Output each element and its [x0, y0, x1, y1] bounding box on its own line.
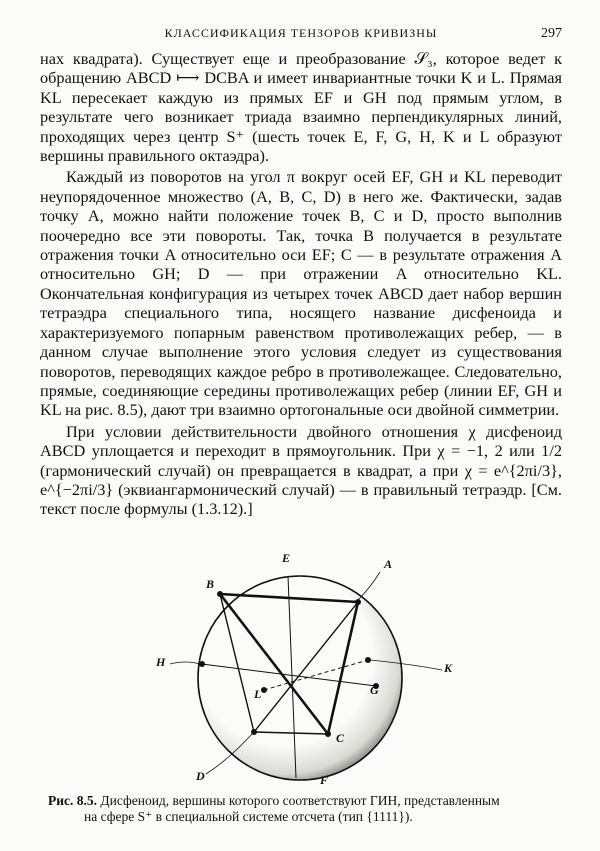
- figure-disphenoid-sphere: [130, 548, 470, 788]
- label-l: L: [254, 687, 262, 701]
- paragraph-1: нах квадрата). Существует еще и преобразование 𝒮₃, которое ведет к обращению ABCD ⟼ DCBA и имеет инвариантные точки K и L. Прямая KL пересекает каждую из прямых EF и GH под прямым углом, в результате чего возникает триада взаимно перпендикулярных линий, проходящих через центр S⁺ (шесть точек E, F, G, H, K и L образуют вершины правильного октаэдра).: [40, 49, 562, 166]
- label-k: K: [444, 661, 453, 675]
- caption-label: Рис. 8.5.: [48, 793, 98, 808]
- label-c: C: [336, 731, 345, 745]
- label-g: G: [370, 683, 379, 697]
- figure-caption: [48, 793, 560, 825]
- label-e: E: [282, 551, 291, 565]
- body-text: [40, 49, 562, 519]
- label-h: H: [156, 655, 166, 669]
- running-title: КЛАССИФИКАЦИЯ ТЕНЗОРОВ КРИВИЗНЫ: [164, 26, 438, 40]
- page-number: 297: [541, 26, 562, 41]
- label-d: D: [196, 769, 205, 783]
- caption-line-1: Дисфеноид, вершины которого соответствуют ГИН, представленным: [100, 793, 500, 808]
- caption-line-2: на сфере S⁺ в специальной системе отсчета (тип {1111}).: [84, 809, 413, 824]
- label-f: F: [320, 773, 329, 787]
- paragraph-3: При условии действительности двойного отношения χ дисфеноид ABCD уплощается и переходит в прямоугольник. При χ = −1, 2 или 1/2 (гармонический случай) он превращается в квадрат, а при χ = e^{2πi/3}, e^{−2πi/3} (эквиангармонический случай) — в правильный тетраэдр. [См. текст после формулы (1.3.12).]: [40, 421, 562, 519]
- paragraph-2: Каждый из поворотов на угол π вокруг осей EF, GH и KL переводит неупорядоченное множество (A, B, C, D) в него же. Фактически, задав точку A, можно найти положение точек B, C и D, просто выполнив поочередно все эти повороты. Так, точка B получается в результате отражения точки A относительно оси EF; C — в результате отражения A относительно GH; D — при отражении A относительно KL. Окончательная конфигурация из четырех точек ABCD дает набор вершин тетраэдра специального типа, носящего название дисфеноида и характеризуемого попарным равенством противолежащих ребер, — в данном случае выполнение этого условия следует из существования поворотов, переводящих каждое ребро в противолежащее. Следовательно, прямые, соединяющие середины противолежащих ребер (линии EF, GH и KL на рис. 8.5), дают три взаимно ортогональные оси двойной симметрии.: [40, 167, 562, 420]
- label-b: B: [206, 577, 215, 591]
- label-a: A: [384, 557, 393, 571]
